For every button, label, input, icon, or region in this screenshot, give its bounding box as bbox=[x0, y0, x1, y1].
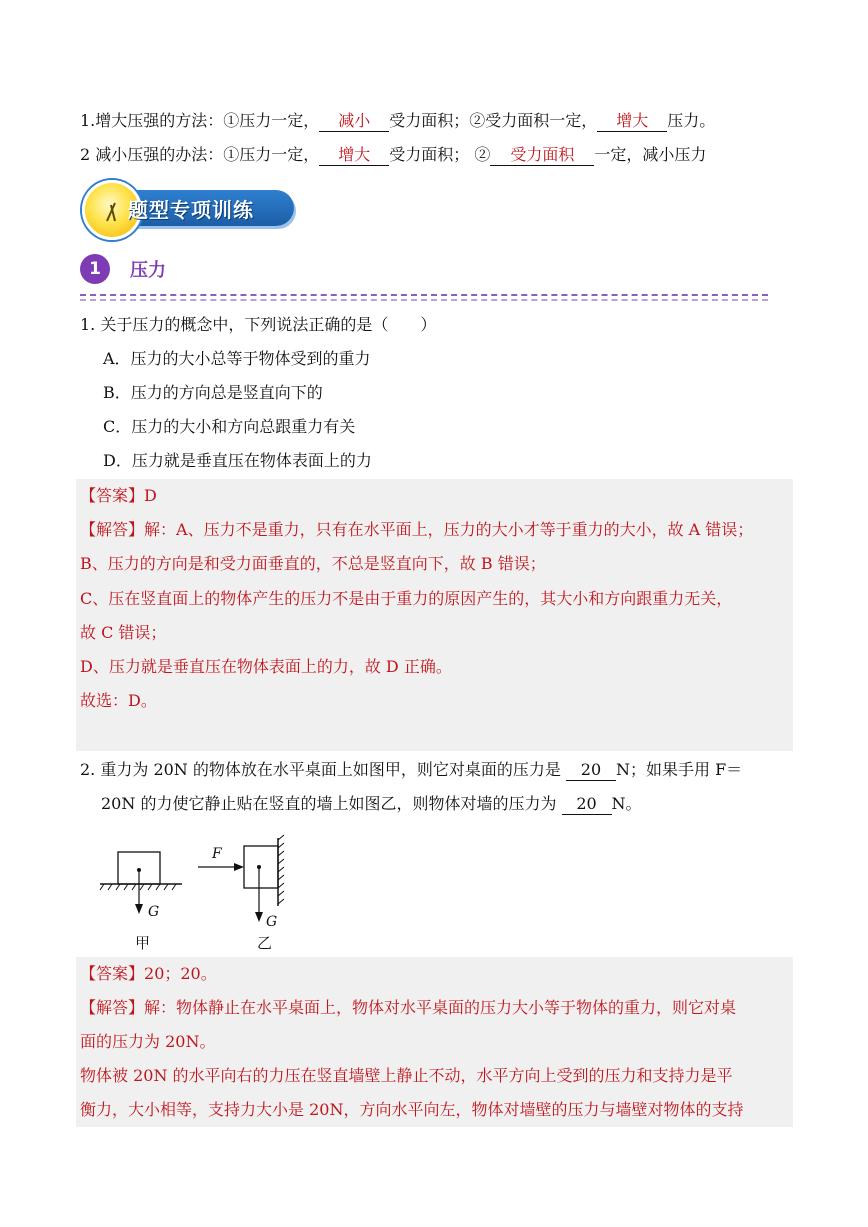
table-hatch bbox=[100, 884, 176, 890]
question-1-stem: 1. 关于压力的概念中，下列说法正确的是（ ） bbox=[80, 315, 437, 334]
figure-label-b: 乙 bbox=[257, 934, 273, 952]
analysis-line: D、压力就是垂直压在物体表面上的力，故 D 正确。 bbox=[80, 657, 452, 676]
analysis-line: 【解答】解：A、压力不是重力，只有在水平面上，压力的大小才等于重力的大小，故 A 错误； bbox=[80, 520, 754, 539]
force-diagram bbox=[96, 820, 316, 950]
blank-answer: 增大 bbox=[319, 145, 389, 166]
summary-line-1: 1.增大压强的方法：①压力一定， 减小 受力面积；②受力面积一定， 增大 压力。 bbox=[80, 111, 716, 130]
blank-answer: 增大 bbox=[597, 111, 667, 132]
banner-title: 题型专项训练 bbox=[128, 198, 254, 222]
section-number: 1 bbox=[80, 254, 110, 284]
analysis-line: 故 C 错误； bbox=[80, 623, 167, 642]
blank-answer: 20 bbox=[562, 794, 612, 815]
summary-line-2: 2 减小压强的办法：①压力一定， 增大 受力面积； ② 受力面积 一定，减小压力 bbox=[80, 145, 707, 164]
option-d: D．压力就是垂直压在物体表面上的力 bbox=[103, 451, 372, 470]
analysis-line: C、压在竖直面上的物体产生的压力不是由于重力的原因产生的，其大小和方向跟重力无关， bbox=[80, 589, 733, 608]
option-a: A．压力的大小总等于物体受到的重力 bbox=[103, 349, 371, 368]
analysis-line: B、压力的方向是和受力面垂直的，不总是竖直向下，故 B 错误； bbox=[80, 554, 546, 573]
blank-answer: 减小 bbox=[319, 111, 389, 132]
answer-line-2: 【答案】20；20。 bbox=[80, 964, 217, 983]
figure-label-a: 甲 bbox=[135, 934, 151, 952]
question-2-line-2: 20N 的力使它静止贴在竖直的墙上如图乙，则物体对墙的压力为 20 N。 bbox=[101, 794, 642, 813]
analysis-line: 物体被 20N 的水平向右的力压在竖直墙壁上静止不动，水平方向上受到的压力和支持力是平 bbox=[80, 1066, 733, 1085]
blank-answer: 受力面积 bbox=[490, 145, 594, 166]
force-label: F bbox=[212, 846, 222, 862]
divider bbox=[80, 294, 768, 296]
blank-answer: 20 bbox=[566, 760, 616, 781]
divider bbox=[80, 299, 768, 301]
answer-line-1: 【答案】D bbox=[80, 486, 157, 505]
question-2-line-1: 2. 重力为 20N 的物体放在水平桌面上如图甲，则它对桌面的压力是 20 N；如果手用 F＝ bbox=[80, 760, 743, 779]
analysis-line: 面的压力为 20N。 bbox=[80, 1032, 216, 1051]
analysis-line: 衡力，大小相等，支持力大小是 20N，方向水平向左，物体对墙壁的压力与墙壁对物体的支持 bbox=[80, 1100, 744, 1119]
wall-hatch bbox=[278, 835, 284, 904]
section-banner bbox=[82, 180, 296, 234]
gravity-label-b: G bbox=[266, 914, 278, 930]
analysis-line: 故选：D。 bbox=[80, 691, 157, 710]
option-c: C．压力的大小和方向总跟重力有关 bbox=[103, 417, 356, 436]
section-title: 压力 bbox=[130, 260, 166, 281]
analysis-line: 【解答】解：物体静止在水平桌面上，物体对水平桌面的压力大小等于物体的重力，则它对桌 bbox=[80, 998, 737, 1017]
option-b: B．压力的方向总是竖直向下的 bbox=[103, 383, 323, 402]
gravity-label-a: G bbox=[148, 904, 160, 920]
